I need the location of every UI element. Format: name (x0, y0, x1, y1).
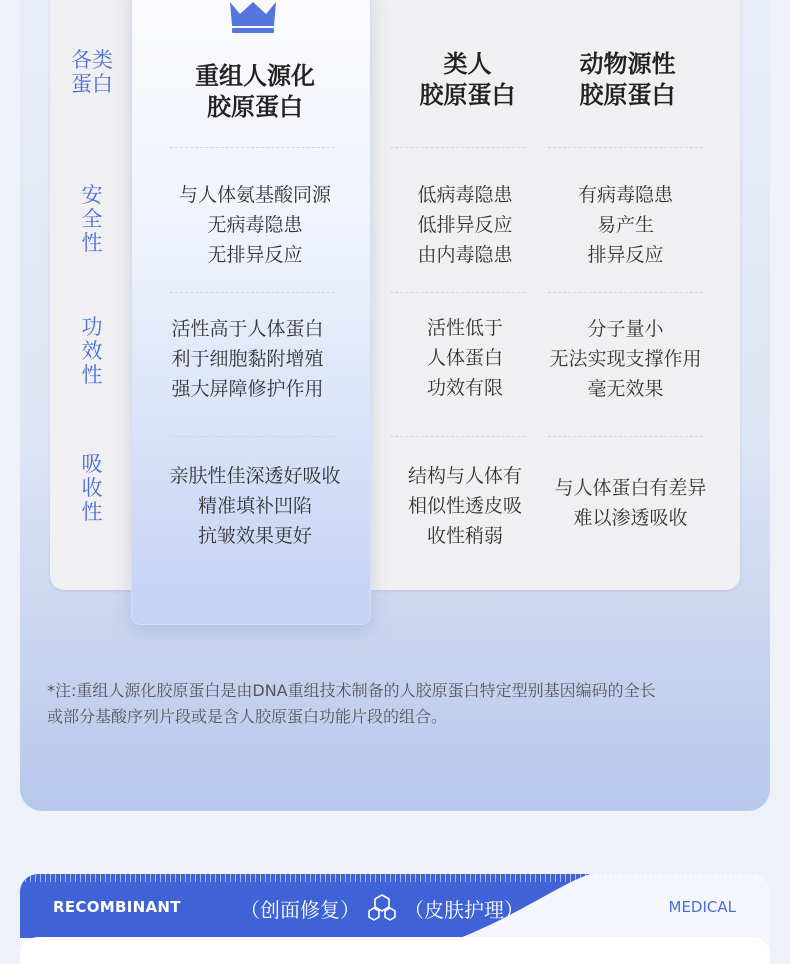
column-header-humanlike: 类人 胶原蛋白 (419, 50, 516, 109)
row-label-types: 各类 蛋白 (71, 48, 113, 96)
row-label-absorption: 吸 收 性 (81, 452, 103, 524)
cell-animal-safety: 有病毒隐患 易产生 排异反应 (577, 184, 673, 266)
cell-humanlike-absorption: 结构与人体有 相似性透皮吸 收性稍弱 (407, 465, 522, 547)
cell-recombinant-absorption: 亲肤性佳深透好吸收 精准填补凹陷 抗皱效果更好 (169, 465, 341, 547)
cell-humanlike-safety: 低病毒隐患 低排异反应 由内毒隐患 (417, 184, 513, 266)
banner-left-label: RECOMBINANT (53, 898, 181, 916)
divider (390, 147, 525, 148)
ruler-ticks (20, 874, 770, 882)
column-header-animal: 动物源性 胶原蛋白 (579, 50, 676, 109)
row-label-safety: 安 全 性 (81, 183, 103, 255)
divider (390, 292, 525, 293)
divider (170, 147, 335, 148)
cell-recombinant-efficacy: 活性高于人体蛋白 利于细胞黏附增殖 强大屏障修护作用 (171, 318, 324, 400)
crown-icon (226, 0, 280, 34)
cell-animal-absorption: 与人体蛋白有差异 难以渗透吸收 (554, 477, 707, 529)
divider (170, 436, 335, 437)
column-header-recombinant: 重组人源化 胶原蛋白 (195, 62, 315, 121)
cell-recombinant-safety: 与人体氨基酸同源 无病毒隐患 无排异反应 (178, 184, 331, 266)
banner-skin-care: （皮肤护理） (404, 897, 524, 922)
divider (548, 292, 703, 293)
cell-animal-efficacy: 分子量小 无法实现支撑作用 毫无效果 (549, 318, 702, 400)
molecule-icon (366, 893, 398, 923)
cell-humanlike-efficacy: 活性低于 人体蛋白 功效有限 (426, 317, 503, 399)
row-label-efficacy: 功 效 性 (81, 315, 103, 387)
divider (390, 436, 525, 437)
divider (548, 147, 703, 148)
banner-right-label: MEDICAL (668, 898, 736, 916)
banner-wound-repair: （创面修复） (240, 897, 360, 922)
divider (548, 436, 703, 437)
banner-bottom-strip (20, 937, 770, 964)
banner-mid-label (240, 893, 524, 923)
category-banner (20, 874, 770, 964)
footnote: *注:重组人源化胶原蛋白是由DNA重组技术制备的人胶原蛋白特定型别基因编码的全长 或部分基酸序列片段或是含人胶原蛋白功能片段的组合。 (47, 681, 656, 726)
divider (170, 292, 335, 293)
